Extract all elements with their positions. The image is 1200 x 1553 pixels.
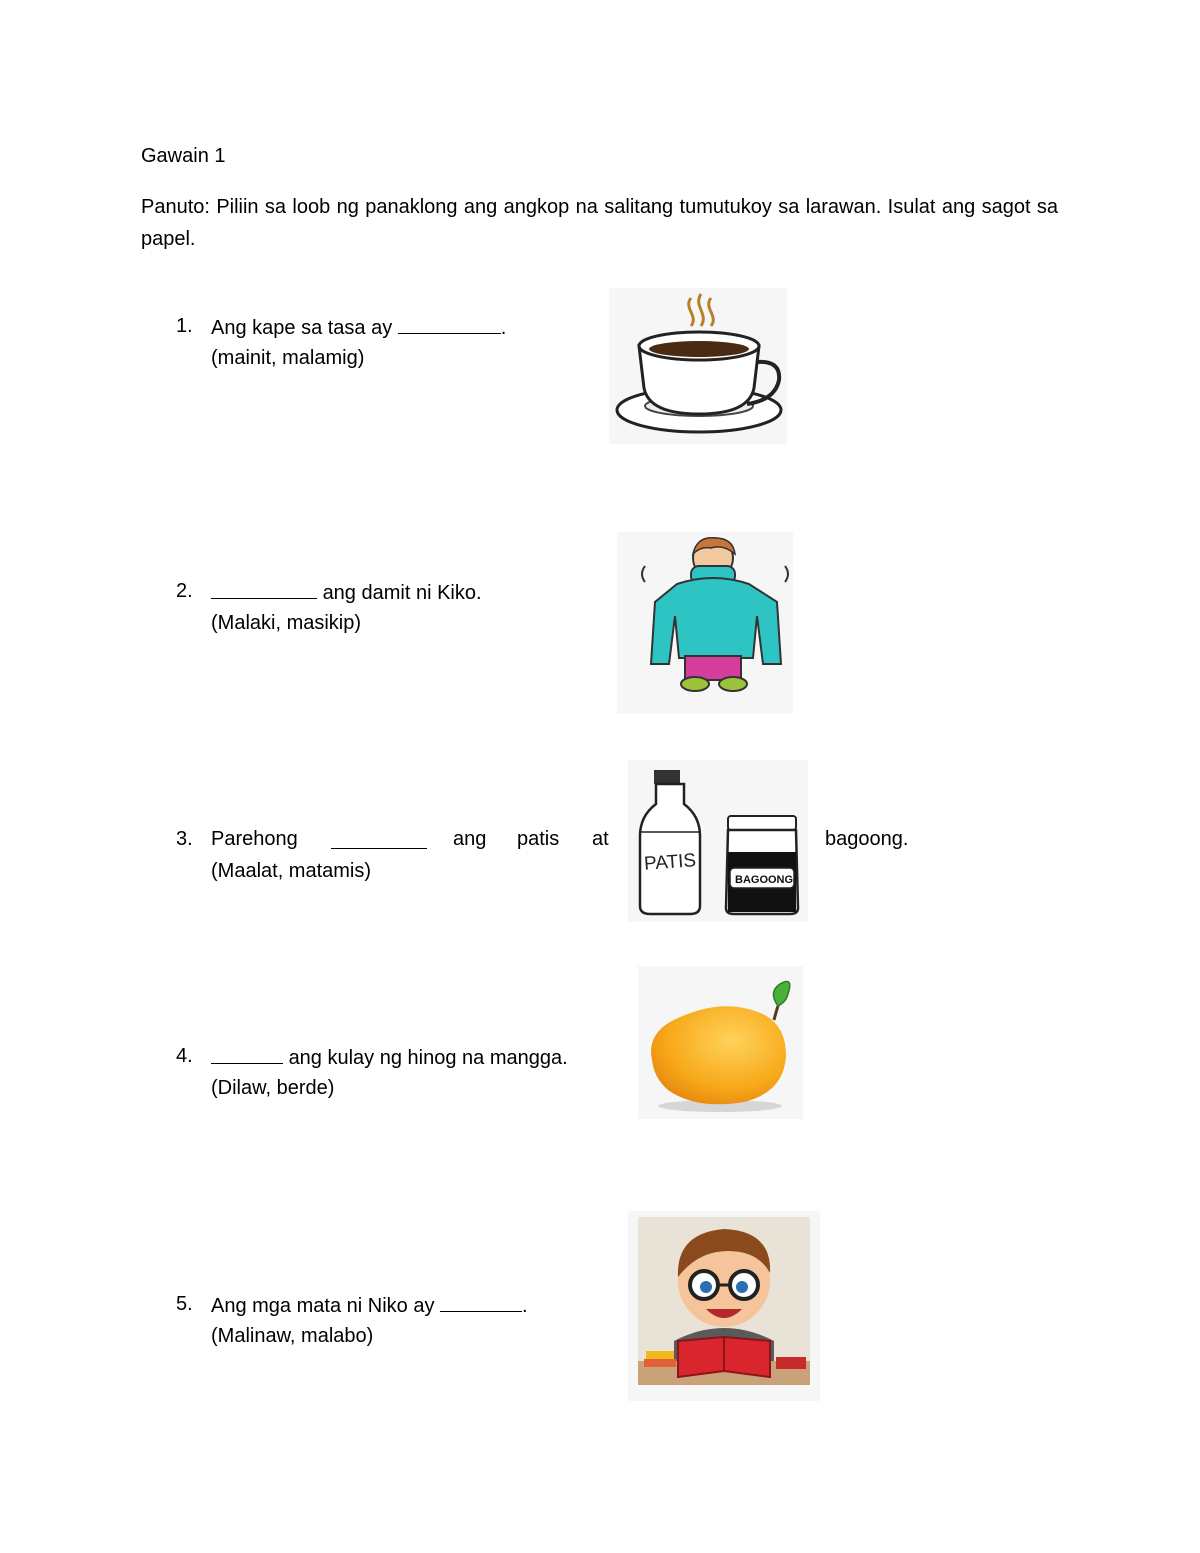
patis-label: PATIS (643, 850, 697, 875)
item-number: 1. (176, 315, 193, 337)
sentence-text: . (500, 317, 507, 339)
sentence-word: bagoong. (825, 828, 909, 850)
sentence-word: ang (453, 828, 487, 850)
item-1-sentence (211, 315, 506, 340)
item-number: 3. (176, 828, 193, 850)
item-number: 5. (176, 1293, 193, 1315)
item-number: 2. (176, 580, 193, 602)
patis-bagoong-bottles-icon (628, 760, 808, 922)
sentence-word: at (592, 828, 609, 850)
item-1-choices: (mainit, malamig) (211, 347, 365, 369)
item-4-choices: (Dilaw, berde) (211, 1077, 335, 1099)
answer-blank (211, 1045, 283, 1064)
boy-in-tight-sweater-icon (617, 532, 793, 714)
answer-blank (211, 580, 317, 599)
sentence-text: Ang kape sa tasa ay (211, 317, 393, 339)
answer-blank (331, 828, 427, 849)
item-2-choices: (Malaki, masikip) (211, 612, 362, 634)
sentence-text: ang damit ni Kiko. (322, 582, 482, 604)
sentence-text: . (522, 1295, 528, 1317)
item-4-sentence (211, 1045, 568, 1070)
sentence-word: Parehong (211, 828, 298, 850)
sentence-text: Ang mga mata ni Niko ay (211, 1295, 435, 1317)
mango-icon (638, 966, 803, 1119)
item-3-choices: (Maalat, matamis) (211, 860, 372, 882)
item-number: 4. (176, 1045, 193, 1067)
boy-with-glasses-reading-icon (628, 1211, 820, 1401)
item-2-sentence (211, 580, 482, 605)
instructions: Panuto: Piliin sa loob ng panaklong ang angkop na salitang tumutukoy sa larawan. Isulat ang sagot sa papel. (141, 196, 1058, 250)
item-5-sentence (211, 1293, 528, 1318)
answer-blank (398, 315, 501, 334)
page-title: Gawain 1 (141, 145, 226, 167)
answer-blank (440, 1293, 522, 1312)
coffee-cup-icon (609, 288, 787, 444)
bagoong-label: BAGOONG (735, 874, 794, 886)
item-3-sentence (211, 828, 917, 852)
item-5-choices: (Malinaw, malabo) (211, 1325, 374, 1347)
sentence-text: ang kulay ng hinog na mangga. (288, 1047, 568, 1069)
sentence-word: patis (517, 828, 560, 850)
